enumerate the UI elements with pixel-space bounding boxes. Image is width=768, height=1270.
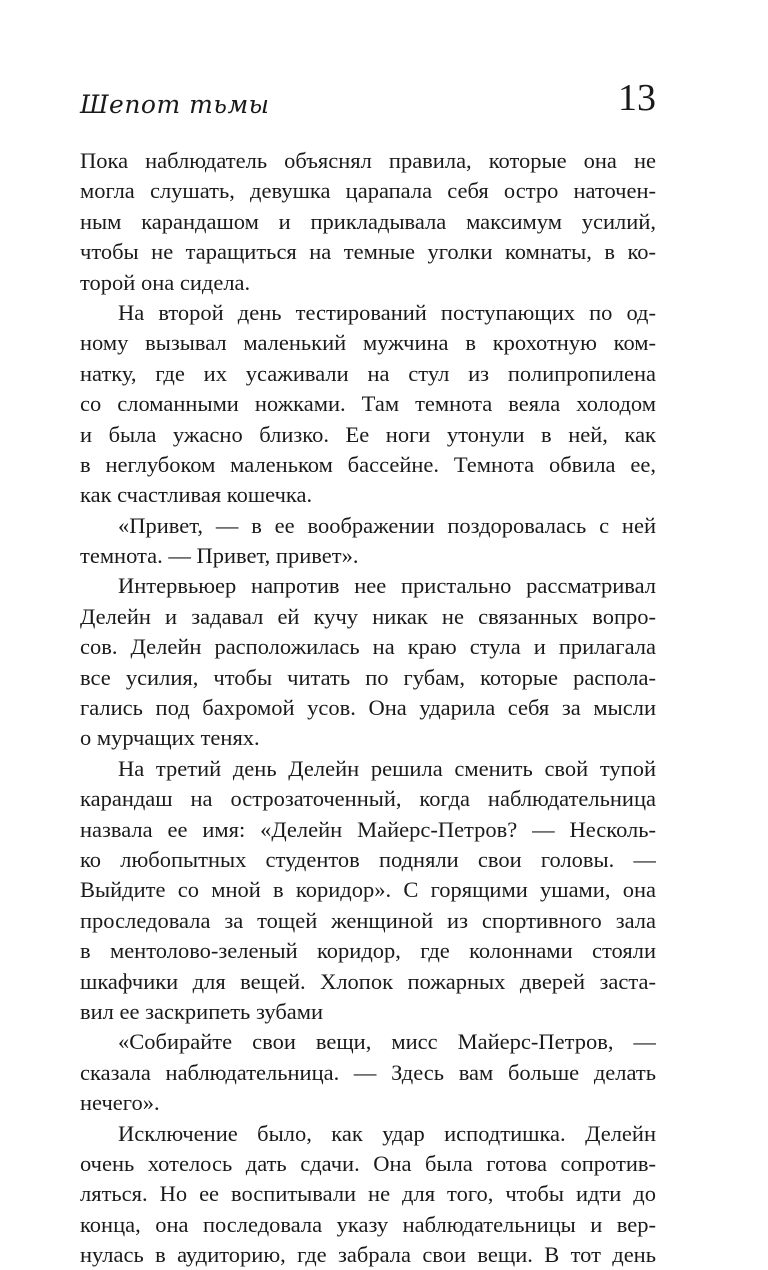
text-line: Выйдите со мной в коридор». С горящими ушами, она [80,877,656,903]
text-line: все усилия, чтобы читать по губам, которые распола- [80,664,656,690]
book-title: Шепот тьмы [80,90,270,119]
text-line: Делейн и задавал ей кучу никак не связанных вопро- [80,603,656,629]
text-line: нечего». [80,1090,160,1116]
text-line: Пока наблюдатель объяснял правила, которые она не [80,148,656,173]
text-line: в неглубоком маленьком бассейне. Темнота обвила ее, [80,451,656,477]
text-line: чтобы не таращиться на темные уголки комнаты, в ко- [80,239,656,265]
text-line: Исключение было, как удар исподтишка. Делейн [118,1120,656,1146]
text-line: «Собирайте свои вещи, мисс Майерс-Петров, — [118,1029,656,1055]
text-line: натку, где их усаживали на стул из полипропилена [80,360,656,386]
page-number: 13 [618,77,656,119]
text-line: очень хотелось дать сдачи. Она была готова сопротив- [80,1150,656,1176]
text-line: сов. Делейн расположилась на краю стула и прилагала [80,634,656,660]
body-text [80,146,656,1270]
text-line: Интервьюер напротив нее пристально рассматривал [118,573,656,599]
text-line: нулась в аудиторию, где забрала свои вещи. В тот день [80,1242,656,1268]
text-line: как счастливая кошечка. [80,482,313,508]
text-line: ляться. Но ее воспитывали не для того, чтобы идти до [80,1181,656,1207]
text-line: о мурчащих тенях. [80,725,260,751]
text-line: могла слушать, девушка царапала себя остро наточен- [80,178,656,204]
running-header [80,76,656,126]
text-line: На второй день тестирований поступающих по од- [118,299,656,325]
text-line: со сломанными ножками. Там темнота веяла холодом [80,391,656,417]
text-line: в ментолово-зеленый коридор, где колоннами стояли [80,938,656,964]
text-line: На третий день Делейн решила сменить свой тупой [118,755,656,781]
text-line: назвала ее имя: «Делейн Майерс-Петров? — Несколь- [80,816,656,842]
text-line: и была ужасно близко. Ее ноги утонули в ней, как [80,421,656,447]
text-line: ным карандашом и прикладывала максимум усилий, [80,208,656,234]
text-line: ному вызывал маленький мужчина в крохотную ком- [80,330,656,356]
text-line: проследовала за тощей женщиной из спортивного зала [80,907,656,933]
text-line: карандаш на острозаточенный, когда наблюдательница [80,786,656,812]
text-line: торой она сидела. [80,269,251,295]
text-line: темнота. — Привет, привет». [80,543,359,569]
text-line: ко любопытных студентов подняли свои головы. — [80,846,656,872]
text-line: вил ее заскрипеть зубами [80,998,324,1024]
text-line: гались под бахромой усов. Она ударила себя за мысли [80,695,656,721]
text-line: сказала наблюдательница. — Здесь вам больше делать [80,1059,656,1085]
text-line: конца, она последовала указу наблюдательницы и вер- [80,1211,656,1237]
text-line: шкафчики для вещей. Хлопок пожарных дверей заста- [80,968,656,994]
text-line: «Привет, — в ее воображении поздоровалась с ней [118,512,656,538]
